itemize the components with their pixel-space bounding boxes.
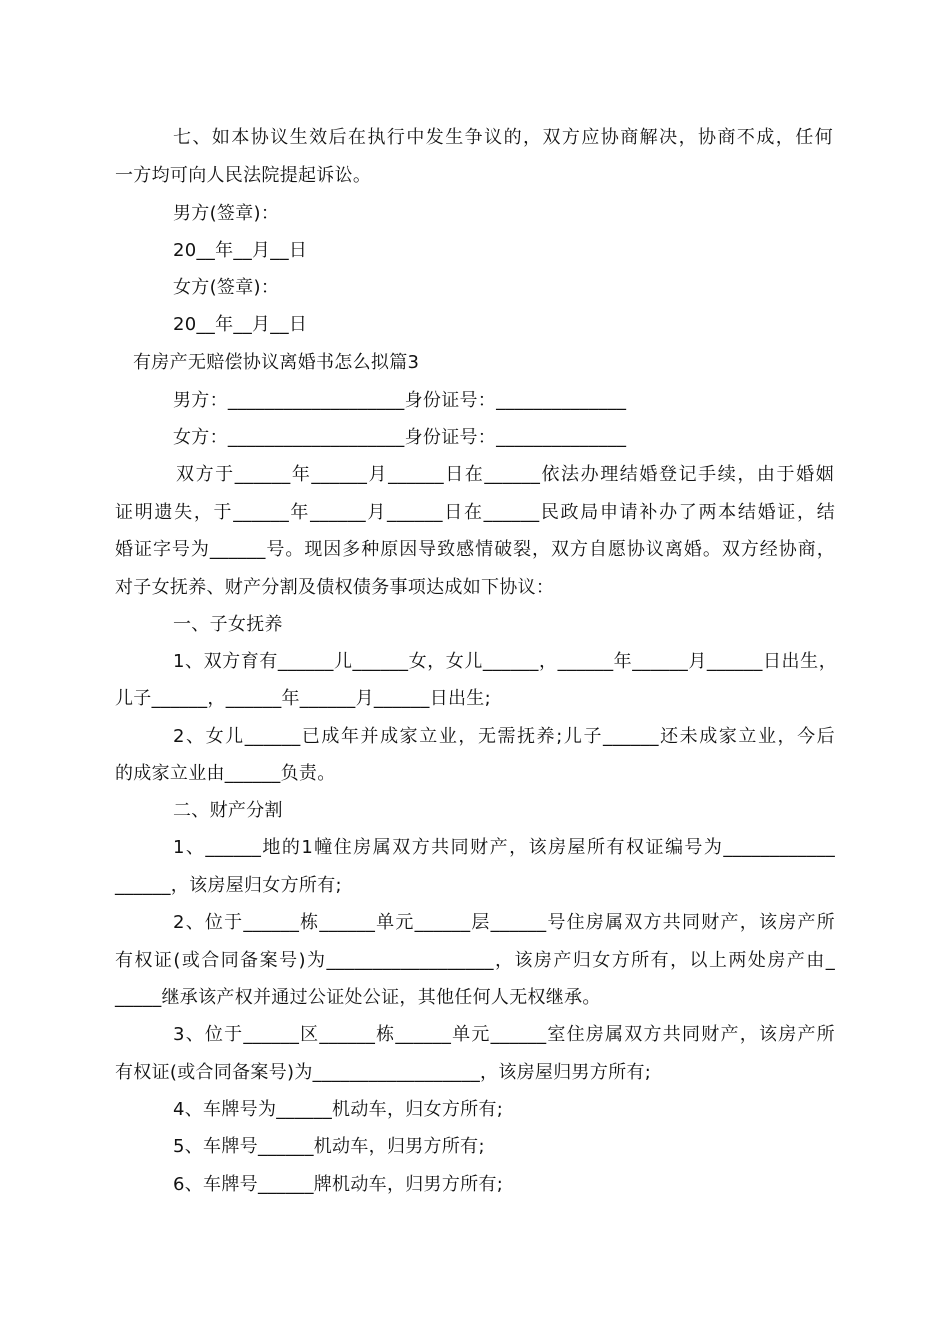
paragraph-line: 6、车牌号______牌机动车，归男方所有; (173, 1174, 504, 1195)
male-id-line: 男方：___________________身份证号：______________ (173, 390, 627, 411)
paragraph-line: ______，该房屋归女方所有; (115, 875, 342, 896)
paragraph-line: 2、女儿______已成年并成家立业，无需抚养;儿子______还未成家立业，今后 (173, 726, 835, 747)
paragraph-line: 3、位于______区______栋______单元______室住房属双方共同财产，该房产所 (173, 1024, 835, 1045)
paragraph-line: 一方均可向人民法院提起诉讼。 (115, 165, 372, 186)
female-id-line: 女方：___________________身份证号：______________ (173, 427, 627, 448)
paragraph-line: 的成家立业由______负责。 (115, 763, 336, 784)
paragraph-line: 5、车牌号______机动车，归男方所有; (173, 1136, 485, 1157)
paragraph-line: 1、双方育有______儿______女，女儿______，______年______月______日出生， (173, 651, 837, 672)
paragraph-line: 4、车牌号为______机动车，归女方所有; (173, 1099, 504, 1120)
date-line: 20__年__月__日 (173, 314, 308, 335)
section-heading: 二、财产分割 (173, 800, 283, 821)
paragraph-line: 婚证字号为______号。现因多种原因导致感情破裂，双方自愿协议离婚。双方经协商， (115, 539, 835, 560)
paragraph-line: 2、位于______栋______单元______层______号住房属双方共同财产，该房产所 (173, 912, 835, 933)
section-heading: 一、子女抚养 (173, 614, 283, 635)
paragraph-line: 1、______地的1幢住房属双方共同财产，该房屋所有权证编号为____________ (173, 837, 835, 858)
signature-label-female: 女方(签章)： (173, 277, 280, 298)
signature-label-male: 男方(签章)： (173, 203, 280, 224)
paragraph-line: 有权证(或合同备案号)为__________________，该房屋归男方所有; (115, 1062, 652, 1083)
paragraph-line: 儿子______，______年______月______日出生; (115, 688, 491, 709)
section-title: 有房产无赔偿协议离婚书怎么拟篇3 (133, 352, 420, 373)
paragraph-line: 七、如本协议生效后在执行中发生争议的，双方应协商解决，协商不成，任何 (173, 127, 833, 148)
paragraph-line: 证明遗失，于______年______月______日在______民政局申请补办了两本结婚证，结 (115, 502, 835, 523)
date-line: 20__年__月__日 (173, 240, 308, 261)
paragraph-line: _____继承该产权并通过公证处公证，其他任何人无权继承。 (115, 987, 601, 1008)
paragraph-line: 有权证(或合同备案号)为__________________，该房产归女方所有，以上两处房产由_ (115, 950, 835, 971)
paragraph-line: 对子女抚养、财产分割及债权债务事项达成如下协议： (115, 577, 555, 598)
paragraph-line: 双方于______年______月______日在______依法办理结婚登记手续，由于婚姻 (176, 464, 834, 485)
